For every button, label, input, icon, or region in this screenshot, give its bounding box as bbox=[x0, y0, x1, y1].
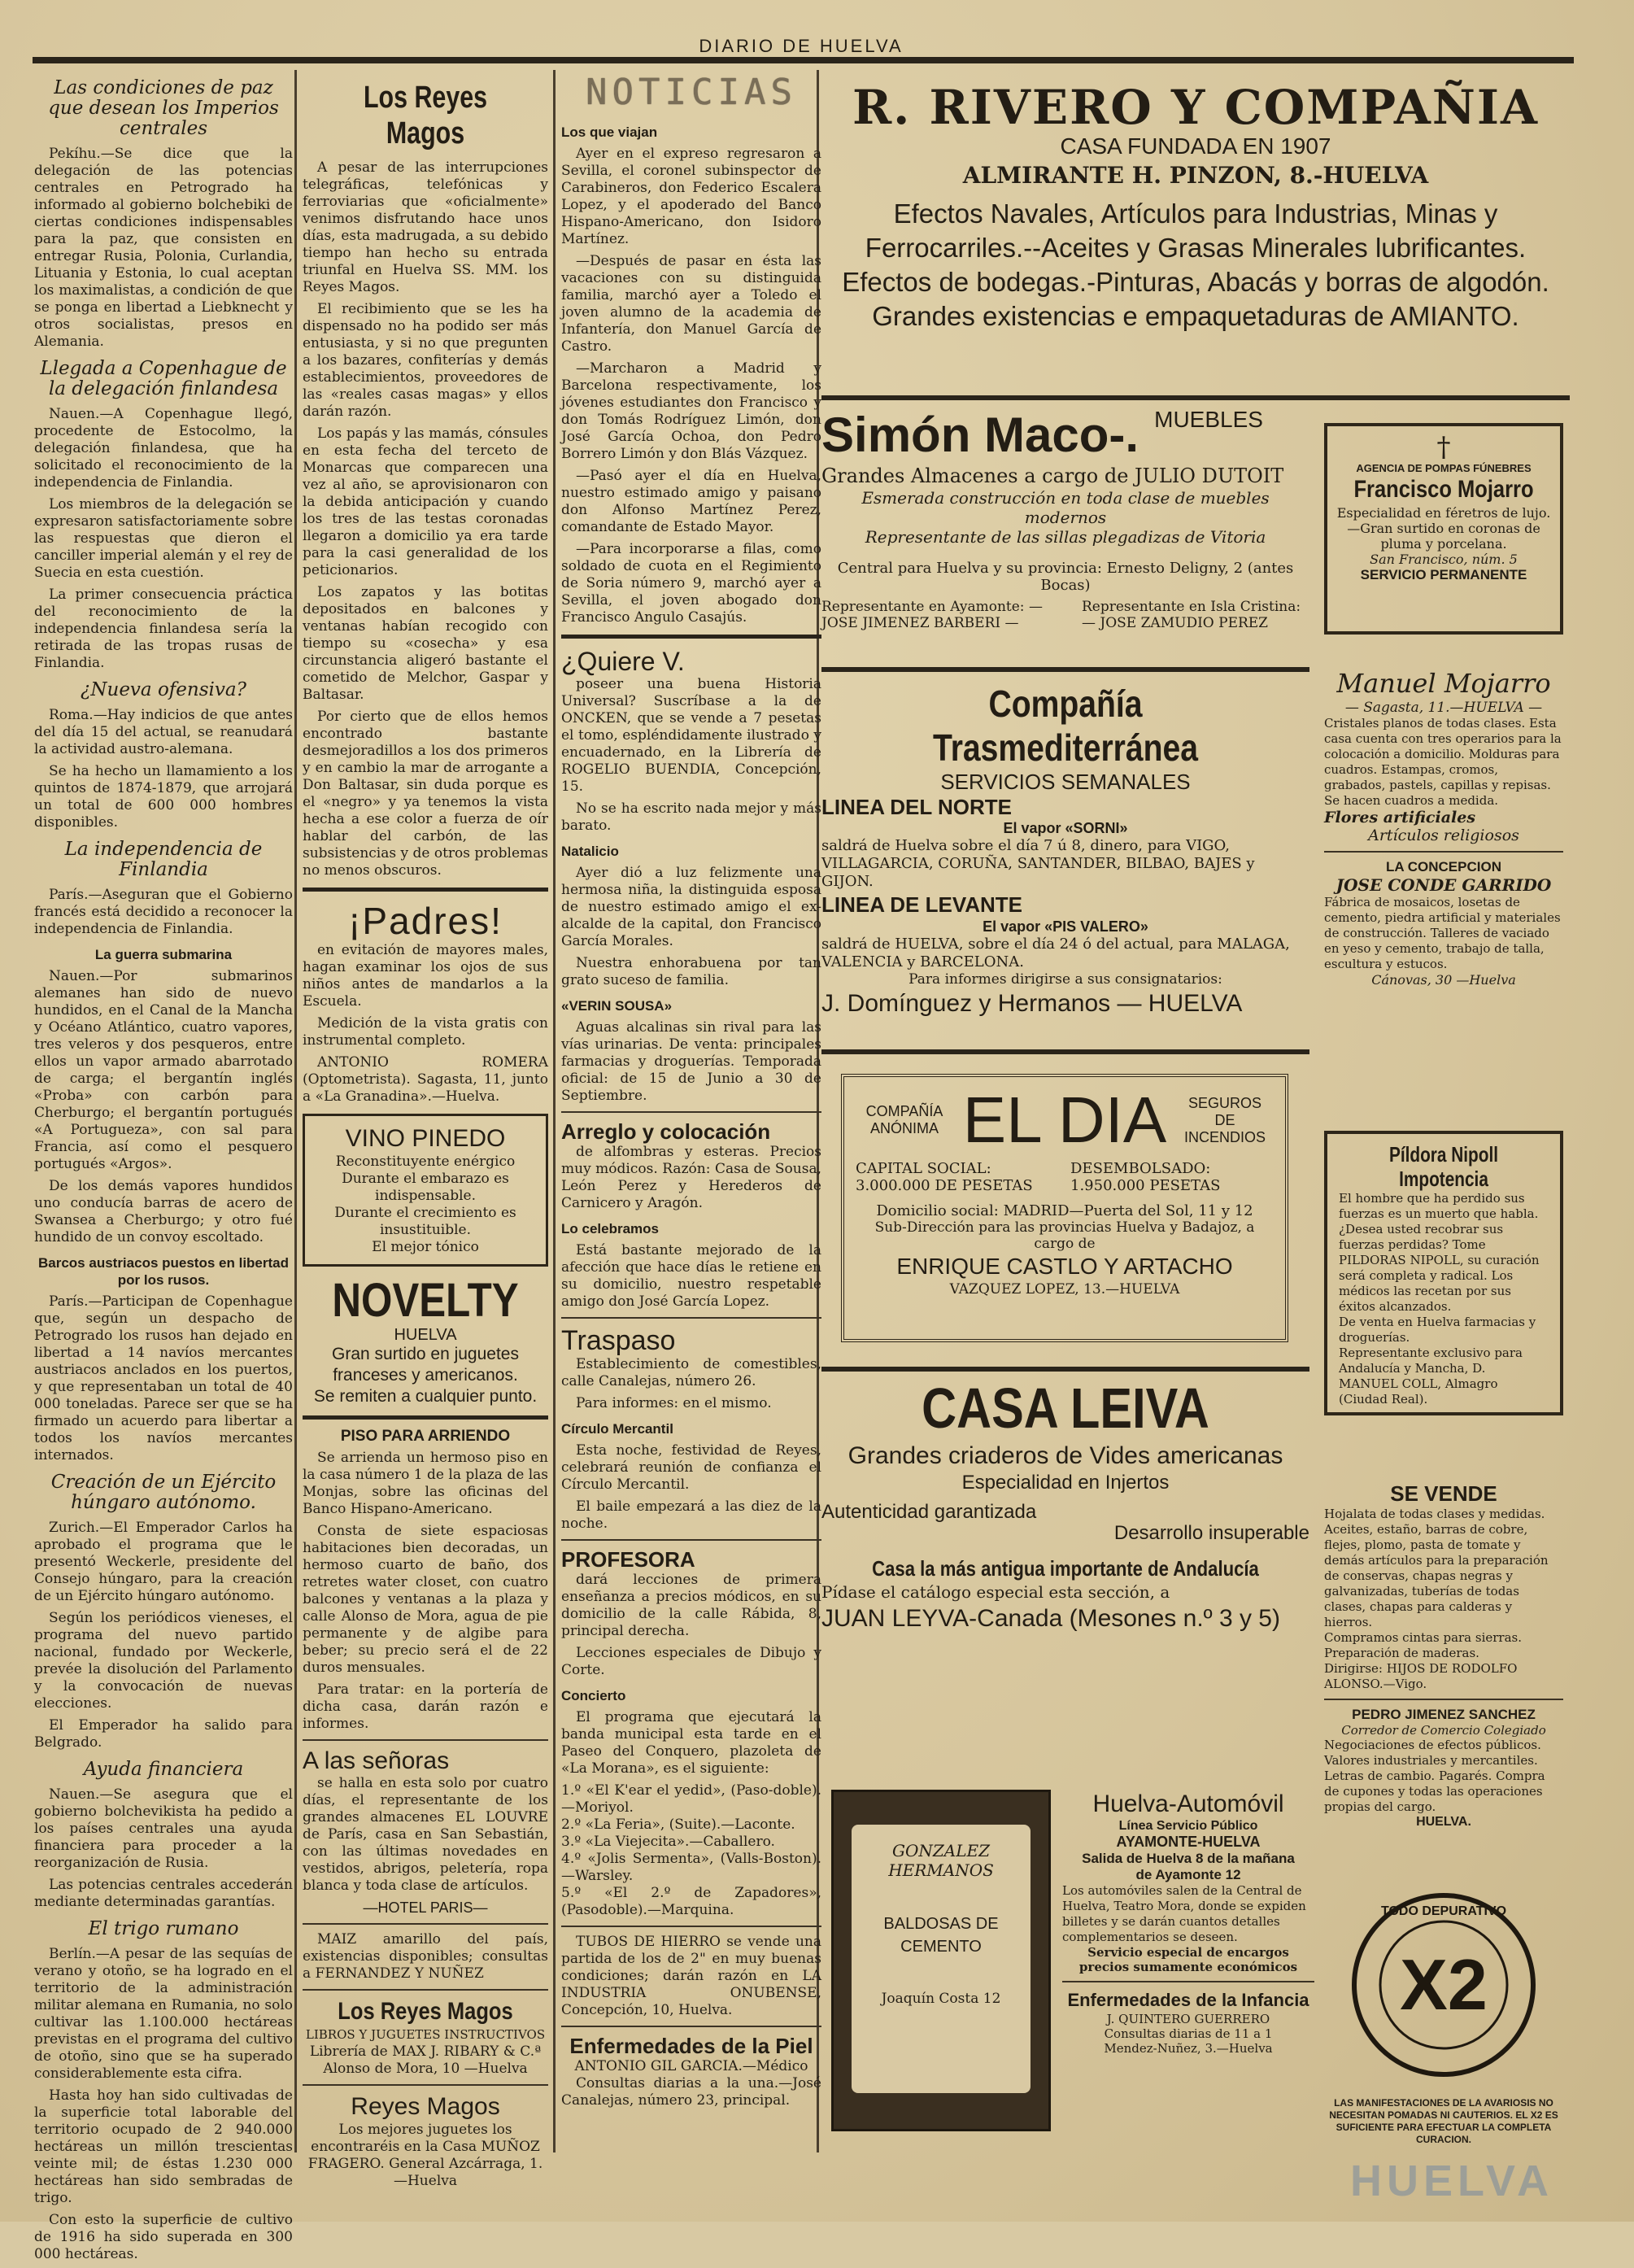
ad-line: Central para Huelva y su provincia: Ernesto Deligny, 2 (antes Bocas) bbox=[837, 560, 1294, 594]
paragraph: A pesar de las interrupciones telegráficas, telefónicas y ferroviarias que «oficialmente» venimos disfrutando hace unos días, esta madrugada, a su debido tiempo han hecho su entrada triunfal en Huelva SS. MM. los Reyes Magos. bbox=[303, 159, 548, 295]
ad-line: Artículos religiosos bbox=[1368, 827, 1519, 844]
ad-line: San Francisco, núm. 5 bbox=[1370, 552, 1518, 567]
headline: ¿Nueva ofensiva? bbox=[81, 679, 246, 700]
column-rule bbox=[553, 70, 556, 2152]
ad-line: Los mejores juguetes los encontraréis en la Casa MUÑOZ FRAGERO. General Azcárraga, 1.—Huelva bbox=[307, 2122, 543, 2189]
ad-text: TUBOS DE HIERRO se vende una partida de los de 2" en muy buenas condiciones; darán razón en LA INDUSTRIA ONUBENSE, Concepción, 10, Huelva. bbox=[561, 1934, 821, 2018]
ad-gonzalez-hermanos bbox=[831, 1790, 1051, 2131]
ad-text: Establecimiento de comestibles, calle Canalejas, número 26. bbox=[561, 1356, 821, 1389]
divider bbox=[561, 635, 821, 639]
ad-title: Huelva-Automóvil bbox=[1092, 1790, 1284, 1817]
column-news bbox=[34, 70, 293, 2268]
paragraph: Según los periódicos vieneses, el programa del nuevo partido nacional, fundado por Weckerle, prevée la disolución del Parlamento y la convocación de nuevas elecciones. bbox=[34, 1610, 293, 1712]
ad-text: Para tratar: en la portería de dicha casa, darán razón e informes. bbox=[303, 1681, 548, 1732]
divider bbox=[561, 1111, 821, 1113]
paragraph: Esta noche, festividad de Reyes, celebrará reunión de confianza el Círculo Mercantil. bbox=[561, 1442, 821, 1493]
ad-line: Joaquín Costa 12 bbox=[881, 1991, 1001, 2007]
ad-line: Casa la más antigua importante de Andalucía bbox=[872, 1556, 1259, 1581]
paragraph: El recibimiento que se les ha dispensado no ha podido ser más entusiasta, y si no que pregunten a los bazares, confiterías y demás establecimientos, proveedores de las «reales casas magas» y ellos darán razón. bbox=[303, 301, 548, 420]
paragraph: El baile empezará a las diez de la noche. bbox=[561, 1498, 821, 1532]
subheadline: Barcos austriacos puestos en libertad por los rusos. bbox=[38, 1255, 289, 1288]
divider bbox=[561, 1317, 821, 1319]
divider bbox=[1062, 1981, 1314, 1982]
ad-line: Pídase el catálogo especial esta sección, a bbox=[821, 1582, 1170, 1602]
ad-line: SERVICIO PERMANENTE bbox=[1360, 567, 1527, 582]
ad-line: Negociaciones de efectos públicos. Valores industriales y mercantiles. Letras de cambio. Pagarés. Compra de cupones y todas las operaciones propias del cargo. bbox=[1324, 1738, 1545, 1814]
ad-novelty-title: NOVELTY bbox=[332, 1274, 519, 1327]
top-rule bbox=[33, 57, 1574, 63]
divider bbox=[303, 1989, 548, 1991]
ad-title: Enfermedades de la Infancia bbox=[1067, 1990, 1309, 2010]
ad-line: LAS MANIFESTACIONES DE LA AVARIOSIS NO NECESITAN POMADAS NI CAUTERIOS. EL X2 ES SUFICIENTE PARA EFECTUAR LA COMPLETA CURACION. bbox=[1329, 2097, 1558, 2145]
ad-line: Desarrollo insuperable bbox=[1113, 1522, 1309, 1544]
ad-line: Efectos de bodegas.-Pinturas, Abacás y borras de algodón. bbox=[842, 267, 1549, 297]
ad-vino-pinedo bbox=[303, 1114, 548, 1267]
ad-mojarro-funeraria bbox=[1324, 423, 1563, 635]
ad-line: saldrá de Huelva sobre el día 7 ú 8, dinero, para VIGO, VILLAGARCIA, CORUÑA, SANTANDER, BILBAO, BAJES y GIJON. bbox=[821, 837, 1255, 890]
ad-text: dará lecciones de primera enseñanza a precios módicos, en su domicilio de la calle Rábida, 8, principal derecha. bbox=[561, 1572, 821, 1639]
ad-line: BALDOSAS DE CEMENTO bbox=[883, 1915, 999, 1956]
ad-line: DESEMBOLSADO: 1.950.000 PESETAS bbox=[1070, 1160, 1221, 1194]
ad-line: El vapor «PIS VALERO» bbox=[983, 918, 1148, 935]
ad-line: CAPITAL SOCIAL: 3.000.000 DE PESETAS bbox=[856, 1160, 1033, 1194]
ad-title: R. RIVERO Y COMPAÑIA bbox=[852, 80, 1540, 135]
divider bbox=[821, 1367, 1309, 1372]
ad-title: Compañía Trasmediterránea bbox=[932, 683, 1199, 769]
ad-text: Lecciones especiales de Dibujo y Corte. bbox=[561, 1645, 821, 1678]
ad-rivero bbox=[821, 81, 1570, 334]
headline: Creación de un Ejército húngaro autónomo. bbox=[50, 1472, 277, 1513]
paragraph: Nuestra enhorabuena por tan grato suceso de familia. bbox=[561, 955, 821, 988]
ad-line: AYAMONTE-HUELVA bbox=[1116, 1834, 1261, 1850]
ad-line: Representante en Ayamonte: — JOSE JIMENEZ BARBERI — bbox=[821, 599, 1043, 631]
ad-city: HUELVA bbox=[394, 1326, 457, 1344]
paragraph: Roma.—Hay indicios de que antes del día 15 del actual, se reanudará la actividad austro-alemana. bbox=[34, 707, 293, 757]
ad-title: ¿Quiere V. bbox=[561, 647, 685, 676]
ad-title: EL DIA bbox=[962, 1084, 1167, 1156]
paragraph: Con esto la superficie de cultivo de 1916 ha sido superada en 300 000 hectáreas. bbox=[34, 2212, 293, 2262]
paragraph: —Pasó ayer el día en Huelva, nuestro estimado amigo y paisano don Alfonso Martínez Perez, comandante de Estado Mayor. bbox=[561, 468, 821, 535]
ad-line: HUELVA. bbox=[1416, 1815, 1471, 1829]
ad-line: Especialidad en féretros de lujo.—Gran surtido en coronas de pluma y porcelana. bbox=[1336, 505, 1551, 552]
ad-line: Librería de MAX J. RIBARY & C.ª Alonso de Mora, 10 —Huelva bbox=[309, 2043, 542, 2077]
divider bbox=[303, 1923, 548, 1925]
subheadline: Lo celebramos bbox=[561, 1221, 659, 1236]
paragraph: Hasta hoy han sido cultivadas de la superficie total laborable del territorio ocupado de 2 940.000 hectáreas un millón trescientas veinte mil; de éstas 1.230 000 hectáreas han sido sembradas de trigo. bbox=[34, 2087, 293, 2206]
ad-line: Compramos cintas para sierras. Preparación de maderas. bbox=[1324, 1630, 1523, 1660]
cross-icon: † bbox=[1436, 431, 1451, 464]
ad-line: SERVICIOS SEMANALES bbox=[940, 770, 1191, 794]
ad-line: LA CONCEPCION bbox=[1386, 859, 1501, 874]
ad-line: Reconstituyente enérgico bbox=[335, 1154, 516, 1170]
ad-line: El vapor «SORNI» bbox=[1003, 820, 1128, 836]
ad-title: Los Reyes Magos bbox=[338, 1998, 513, 2025]
x2-seal bbox=[1324, 1887, 1563, 2099]
subheadline: Concierto bbox=[561, 1688, 626, 1703]
seal-mark: X2 bbox=[1400, 1944, 1488, 2025]
ad-title: Reyes Magos bbox=[351, 2093, 500, 2120]
ad-line: Representante en Isla Cristina: — JOSE ZAMUDIO PEREZ bbox=[1082, 599, 1301, 631]
ad-line: J. Domínguez y Hermanos — HUELVA bbox=[821, 990, 1243, 1017]
ad-title: Traspaso bbox=[561, 1325, 676, 1356]
ad-pildoras-nipoll bbox=[1324, 1131, 1563, 1415]
ad-line: Efectos Navales, Artículos para Industrias, Minas y Ferrocarriles.--Aceites y Grasas Minerales lubrificantes. bbox=[865, 198, 1527, 263]
ad-text: No se ha escrito nada mejor y más barato. bbox=[561, 800, 821, 834]
paragraph: El programa que ejecutará la banda municipal esta tarde en el Paseo del Conquero, plazoleta de «La Morana», es el siguiente: bbox=[561, 1709, 821, 1777]
ad-line: ALMIRANTE H. PINZON, 8.-HUELVA bbox=[962, 162, 1429, 189]
subheadline: Círculo Mercantil bbox=[561, 1421, 673, 1437]
ad-title: VINO PINEDO bbox=[345, 1125, 506, 1152]
ad-title: Píldora Nipoll Impotencia bbox=[1388, 1142, 1499, 1191]
program-list bbox=[561, 1782, 821, 1919]
headline: La independencia de Finlandia bbox=[64, 839, 263, 880]
ad-line: JOSE CONDE GARRIDO bbox=[1336, 875, 1552, 895]
ad-line: Línea Servicio Público bbox=[1118, 1819, 1258, 1833]
program-item: 3.º «La Viejecita».—Caballero. bbox=[561, 1834, 775, 1850]
ad-line: Dirigirse: HIJOS DE RODOLFO ALONSO.—Vigo. bbox=[1324, 1661, 1518, 1691]
ad-line: Mendez-Nuñez, 3.—Huelva bbox=[1104, 2041, 1273, 2056]
ad-line: Durante el crecimiento es insustituible. bbox=[334, 1205, 516, 1238]
ad-line: MUEBLES bbox=[1154, 407, 1263, 432]
divider bbox=[1324, 851, 1563, 853]
ad-line: LINEA DE LEVANTE bbox=[821, 892, 1023, 917]
ad-line: Se remiten a cualquier punto. bbox=[313, 1387, 538, 1406]
ad-line: Representante exclusivo para Andalucía y Mancha, D. MANUEL COLL, Almagro (Ciudad Real). bbox=[1339, 1346, 1523, 1407]
paragraph: Nauen.—A Copenhague llegó, procedente de Estocolmo, la delegación finlandesa, que ha solicitado el reconocimiento de la independencia de Finlandia. bbox=[34, 406, 293, 491]
program-item: 4.º «Jolis Sermenta», (Valls-Boston).—Warsley. bbox=[561, 1851, 821, 1884]
ad-text: Se arrienda un hermoso piso en la casa número 1 de la plaza de las Monjas, sobre las oficinas del Banco Hispano-Americano. bbox=[303, 1450, 548, 1517]
ad-text: poseer una buena Historia Universal? Suscríbase a la de ONCKEN, que se vende a 7 pesetas el tomo, espléndidamente ilustrado y encuadernado, en la Librería de ROGELIO BUENDIA, Concepción, 15. bbox=[561, 676, 821, 795]
ad-line: de Ayamonte 12 bbox=[1135, 1867, 1241, 1882]
divider bbox=[303, 1415, 548, 1420]
ad-title: Arreglo y colocación bbox=[561, 1119, 771, 1144]
headline: Ayuda financiera bbox=[83, 1759, 244, 1780]
divider bbox=[303, 2084, 548, 2086]
ad-line: LINEA DEL NORTE bbox=[821, 795, 1013, 819]
subheadline: Natalicio bbox=[561, 844, 619, 859]
ad-text: Para informes: en el mismo. bbox=[576, 1395, 772, 1411]
ad-line: Los automóviles salen de la Central de Huelva, Teatro Mora, donde se expiden billetes y se darán cuantos detalles complementarios se deseen. bbox=[1062, 1883, 1306, 1944]
paragraph: La primer consecuencia práctica del reconocimiento de la independencia finlandesa sería la retirada de las tropas rusas de Finlandia. bbox=[34, 587, 293, 671]
ad-title: PROFESORA bbox=[561, 1547, 695, 1572]
ad-text: en evitación de mayores males, hagan examinar los ojos de sus niños antes de mandarlos a la Escuela. bbox=[303, 942, 548, 1010]
ad-text: Consultas diarias a la una.—José Canalejas, número 23, principal. bbox=[561, 2075, 821, 2109]
paragraph: Por cierto que de ellos hemos encontrado bastante desmejoradillos a los dos primeros y en cambio la mar de arrogante a Don Baltasar, sin duda porque es el «negro» y ya tenemos la vista hecha a ese color a fuerza de oír hablar del carbón, de las subsistencias y de otros problemas no menos obscuros. bbox=[303, 709, 549, 879]
headline-reyes: Los Reyes Magos bbox=[363, 81, 488, 150]
ad-line: Especialidad en Injertos bbox=[961, 1472, 1170, 1494]
subheadline: «VERIN SOUSA» bbox=[561, 998, 673, 1014]
ad-line: AGENCIA DE POMPAS FÚNEBRES bbox=[1356, 462, 1532, 474]
ad-line: Flores artificiales bbox=[1324, 809, 1476, 827]
paragraph: —Después de pasar en ésta las vacaciones con su distinguida familia, marchó ayer a Toledo el joven alumno de la academia de Infantería, don Manuel García de Castro. bbox=[561, 253, 821, 355]
ad-casa-leiva bbox=[821, 1375, 1309, 1635]
ad-line: — Sagasta, 11.—HUELVA — bbox=[1344, 700, 1543, 716]
ad-line: Autenticidad garantizada bbox=[821, 1501, 1037, 1523]
ad-line: Sub-Dirección para las provincias Huelva y Badajoz, a cargo de bbox=[874, 1219, 1255, 1252]
ad-title: Manuel Mojarro bbox=[1336, 668, 1551, 699]
paragraph: Pekíhu.—Se dice que la delegación de las potencias centrales en Petrogrado ha informado al gobierno bolchebiki de ciertas condiciones indispensables para la paz, que consisten en entregar Rusia, Polonia, Curlandia, Lituania y Estonia, lo cual aceptan los maximalistas, a condición de que se ponga en libertad a Liebknecht y otros socialistas, presos en Alemania. bbox=[34, 146, 293, 350]
ad-text: de alfombras y esteras. Precios muy módicos. Razón: Casa de Sousa, León Perez y Herederos de Carnicero y Aragón. bbox=[561, 1144, 821, 1211]
ad-title: Enfermedades de la Piel bbox=[569, 2034, 813, 2058]
paragraph: Ayer dió a luz felizmente una hermosa niña, la distinguida esposa de nuestro estimado amigo el ex-alcalde de la capital, don Francisco García Morales. bbox=[561, 865, 821, 949]
divider bbox=[821, 667, 1309, 672]
ad-line: Cristales planos de todas clases. Esta casa cuenta con tres operarios para la colocación a domicilio. Molduras para cuadros. Estampas, cromos, grabados, pastels, capillas y repisas. Se hacen cuadros a medida. bbox=[1324, 716, 1562, 808]
headline: El trigo rumano bbox=[88, 1918, 239, 1939]
ad-line: Grandes existencias e empaquetaduras de AMIANTO. bbox=[872, 301, 1519, 331]
ad-line: J. QUINTERO GUERRERO bbox=[1106, 2012, 1270, 2026]
ad-line: saldrá de HUELVA, sobre el día 24 ó del actual, para MALAGA, VALENCIA y BARCELONA. bbox=[821, 936, 1290, 970]
paragraph: Nauen.—Por submarinos alemanes han sido de nuevo hundidos, en el Canal de la Mancha y Océano Atlántico, cuatro vapores, tres veleros y dos pesqueros, entre ellos un vapor armado abarrotado de carga; el bergantín inglés «Proba» con carbón para Cherburgo; el bergantín portugués «A Portugueza», con sal para Francia, así como el pesquero portugués «Argos». bbox=[34, 968, 293, 1172]
paragraph: Zurich.—El Emperador Carlos ha aprobado el programa que le presentó Weckerle, presidente del Consejo húngaro, para la creación de un Ejército húngaro autónomo. bbox=[34, 1520, 293, 1604]
ad-text: se halla en esta solo por cuatro días, el representante de los grandes almacenes EL LOUVRE de París, casa en San Sebastián, con las últimas novedades en vestidos, abrigos, peletería, ropa blanca y toda clase de artículos. bbox=[303, 1775, 548, 1894]
divider bbox=[821, 1049, 1309, 1054]
ad-title: PEDRO JIMENEZ SANCHEZ bbox=[1352, 1707, 1536, 1722]
divider bbox=[821, 395, 1570, 400]
column-rule bbox=[294, 70, 297, 2152]
ad-line: Gran surtido en juguetes franceses y americanos. bbox=[332, 1345, 519, 1385]
ad-x2-depurativo bbox=[1324, 1887, 1563, 2145]
paragraph: Los miembros de la delegación se expresaron satisfactoriamente sobre las respuestas que dieron el canciller imperial alemán y el rey de Suecia en esta cuestión. bbox=[34, 496, 293, 581]
ad-line: Hojalata de todas clases y medidas. Aceites, estaño, barras de cobre, flejes, plomo, pasta de tomate y demás artículos para la preparación de conservas, chapas negras y galvanizadas, tuberías de todas clases, chapas para calderas y hierros. bbox=[1324, 1507, 1549, 1629]
seal-ring-text: TODO DEPURATIVO bbox=[1380, 1904, 1507, 1918]
divider bbox=[303, 888, 548, 892]
column-local bbox=[303, 70, 548, 2190]
ad-line: VAZQUEZ LOPEZ, 13.—HUELVA bbox=[949, 1281, 1180, 1298]
paragraph: De los demás vapores hundidos uno conducía barras de acero de Swansea a Cherburgo; y otro fué hundido de un convoy escoltado. bbox=[34, 1178, 293, 1245]
ad-huelva-automovil bbox=[1062, 1790, 1314, 2056]
ad-line: JUAN LEYVA-Canada (Mesones n.º 3 y 5) bbox=[821, 1605, 1280, 1632]
masthead: DIARIO DE HUELVA bbox=[699, 36, 904, 56]
ad-title: A las señoras bbox=[303, 1747, 450, 1774]
column-noticias bbox=[561, 70, 821, 2114]
ad-text: Consta de siete espaciosas habitaciones bien decoradas, un hermoso cuarto de baño, dos retretes water closet, con cuatro balcones y ventanas a la plaza y calle Alonso de Mora, agua de pie permanente y de algibe para beber; su precio será el de 22 duros mensuales. bbox=[303, 1523, 548, 1676]
ad-line: Representante de las sillas plegadizas de Vitoria bbox=[865, 527, 1266, 547]
ad-line: El mejor tónico bbox=[372, 1239, 479, 1255]
divider bbox=[561, 1926, 821, 1927]
paragraph: Aguas alcalinas sin rival para las vías urinarias. De venta: principales farmacias y droguerías. Temporada oficial: de 15 de Junio a 30 de Septiembre. bbox=[561, 1019, 821, 1104]
ad-padres-title: ¡Padres! bbox=[348, 900, 503, 942]
divider bbox=[561, 2026, 821, 2027]
divider bbox=[561, 1539, 821, 1541]
ad-line: CASA FUNDADA EN 1907 bbox=[1060, 133, 1331, 159]
ad-line: Domicilio social: MADRID—Puerta del Sol, 11 y 12 bbox=[876, 1202, 1253, 1219]
ad-line: Grandes criaderos de Vides americanas bbox=[848, 1442, 1283, 1469]
ad-title: Simón Maco-. bbox=[821, 408, 1139, 462]
ad-line: Servicio especial de encargos precios sumamente económicos bbox=[1078, 1945, 1298, 1974]
program-item: 2.º «La Feria», (Suite).—Laconte. bbox=[561, 1817, 795, 1833]
paragraph: Se ha hecho un llamamiento a los quintos de 1874-1879, que arrojará un total de 600 000 hombres disponibles. bbox=[34, 763, 293, 831]
paragraph: París.—Aseguran que el Gobierno francés está decidido a reconocer la independencia de Finlandia. bbox=[34, 887, 293, 937]
ad-line: LIBROS Y JUGUETES INSTRUCTIVOS bbox=[305, 2027, 546, 2042]
ad-line: Corredor de Comercio Colegiado bbox=[1341, 1723, 1546, 1738]
ad-line: GONZALEZ HERMANOS bbox=[888, 1841, 994, 1880]
paragraph: Nauen.—Se asegura que el gobierno bolchevikista ha pedido a los países centrales una ayuda financiera para proceder a la reorganización de Rusia. bbox=[34, 1786, 293, 1871]
paragraph: El Emperador ha salido para Belgrado. bbox=[34, 1717, 293, 1751]
ad-manuel-mojarro bbox=[1324, 667, 1563, 988]
ad-line: Para informes dirigirse a sus consignatarios: bbox=[909, 971, 1222, 988]
paragraph: —Para incorporarse a filas, como soldado de cuota en el Regimiento de Soria número 9, marchó ayer a Sevilla, el joven abogado don Francisco Angulo Casajús. bbox=[561, 541, 821, 626]
paragraph: Berlín.—A pesar de las sequías de verano y otoño, se ha logrado en el territorio de la administración militar alemana en Rumania, no solo cultivar las 1.100.000 hectáreas previstas en el programa del cultivo de otoño, sino que se ha superado considerablemente esta cifra. bbox=[34, 1946, 293, 2082]
subheadline: Los que viajan bbox=[561, 124, 658, 140]
ad-line: Consultas diarias de 11 a 1 bbox=[1104, 2026, 1273, 2041]
divider bbox=[1324, 1699, 1563, 1700]
ad-line: De venta en Huelva farmacias y droguerías. bbox=[1339, 1315, 1536, 1345]
ad-se-vende bbox=[1324, 1481, 1563, 1830]
ad-line: SEGUROS DE INCENDIOS bbox=[1183, 1094, 1266, 1145]
ad-line: Grandes Almacenes a cargo de JULIO DUTOIT bbox=[821, 465, 1284, 487]
ad-line: ANTONIO GIL GARCIA.—Médico bbox=[574, 2058, 808, 2074]
ad-text: Medición de la vista gratis con instrumental completo. bbox=[303, 1015, 548, 1049]
ad-el-dia bbox=[841, 1074, 1288, 1342]
headline: Llegada a Copenhague de la delegación finlandesa bbox=[40, 358, 287, 399]
ad-text: MAIZ amarillo del país, existencias disponibles; consultas a FERNANDEZ Y NUÑEZ bbox=[303, 1931, 548, 1982]
ad-line: ENRIQUE CASTLO Y ARTACHO bbox=[896, 1254, 1233, 1279]
ad-line: Durante el embarazo es indispensable. bbox=[342, 1171, 509, 1204]
section-title: NOTICIAS bbox=[586, 72, 797, 113]
paragraph: Los papás y las mamás, cónsules en esta fecha del terceto de Monarcas que comparecen una vez al año, se aprovisionaron con la debida anticipación y cuando los tres de las testas coronadas llegaron a domicilio ya era tarde para la casi generalidad de los peticionarios. bbox=[303, 425, 548, 578]
ad-line: Esmerada construcción en toda clase de muebles modernos bbox=[861, 488, 1270, 527]
ad-title: SE VENDE bbox=[1390, 1481, 1497, 1506]
ad-line: El hombre que ha perdido sus fuerzas es un muerto que habla. ¿Desea usted recobrar sus fuerzas perdidas? Tome PILDORAS NIPOLL, su curación será completa y radical. Los médicos las recetan por sus éxitos alcanzados. bbox=[1339, 1191, 1540, 1314]
ad-line: COMPAÑÍA ANÓNIMA bbox=[865, 1103, 943, 1136]
paragraph: Ayer en el expreso regresaron a Sevilla, el coronel subinspector de Carabineros, don Federico Escalera Lopez, y el apoderado del Banco Hispano-Americano, don Isidoro Martínez. bbox=[561, 146, 821, 247]
ad-line: Salida de Huelva 8 de la mañana bbox=[1082, 1851, 1295, 1866]
ad-text: ANTONIO ROMERA (Optometrista). Sagasta, 11, junto a «La Granadina».—Huelva. bbox=[303, 1054, 548, 1105]
ad-title: CASA LEIVA bbox=[922, 1376, 1209, 1440]
ad-line: Cánovas, 30 —Huelva bbox=[1371, 972, 1516, 988]
ad-simon-maco bbox=[821, 407, 1309, 631]
ad-line: —HOTEL PARIS— bbox=[363, 1899, 488, 1916]
archive-watermark: HUELVA bbox=[1350, 2157, 1553, 2205]
ad-title: PISO PARA ARRIENDO bbox=[340, 1428, 511, 1445]
divider bbox=[303, 1739, 548, 1741]
ad-title: Francisco Mojarro bbox=[1353, 476, 1534, 503]
ad-line: Fábrica de mosaicos, losetas de cemento, piedra artificial y materiales de construcción. Talleres de vaciado en yeso y cemento, trabajo de talla, escultura y estucos. bbox=[1324, 895, 1561, 971]
subheadline: La guerra submarina bbox=[94, 947, 233, 962]
paragraph: Los zapatos y las botitas depositados en balcones y ventanas habían recogido con tiempo su «cosecha» y esa circunstancia aligeró bastante el cometido de Melchor, Gaspar y Baltasar. bbox=[303, 584, 548, 703]
ad-trasmediterranea bbox=[821, 682, 1309, 1020]
program-item: 1.º «El K'ear el yedid», (Paso-doble).—Moriyol. bbox=[561, 1782, 821, 1816]
paragraph: Las potencias centrales accederán mediante determinadas garantías. bbox=[34, 1877, 293, 1910]
paragraph: París.—Participan de Copenhague que, según un despacho de Petrogrado los rusos han dejado en libertad a 14 navíos mercantes austriacos anclados en los puertos, y que representaban un total de 40 000 toneladas. Parece ser que se ha firmado un acuerdo para libertar a todos los navíos mercantes internados. bbox=[34, 1293, 293, 1463]
headline: Las condiciones de paz que desean los Imperios centrales bbox=[48, 77, 279, 139]
program-item: 5.º «El 2.º de Zapadores», (Pasodoble).—Marquina. bbox=[561, 1885, 821, 1918]
paragraph: —Marcharon a Madrid y Barcelona respectivamente, los jóvenes estudiantes don Francisco y don Tomás Rodríguez Limón, don José García Ochoa, don Pedro Borrero Limón y don Blás Vázquez. bbox=[561, 360, 821, 462]
paragraph: Está bastante mejorado de la afección que hace días le retiene en su domicilio, nuestro respetable amigo don José García Lopez. bbox=[561, 1242, 821, 1310]
